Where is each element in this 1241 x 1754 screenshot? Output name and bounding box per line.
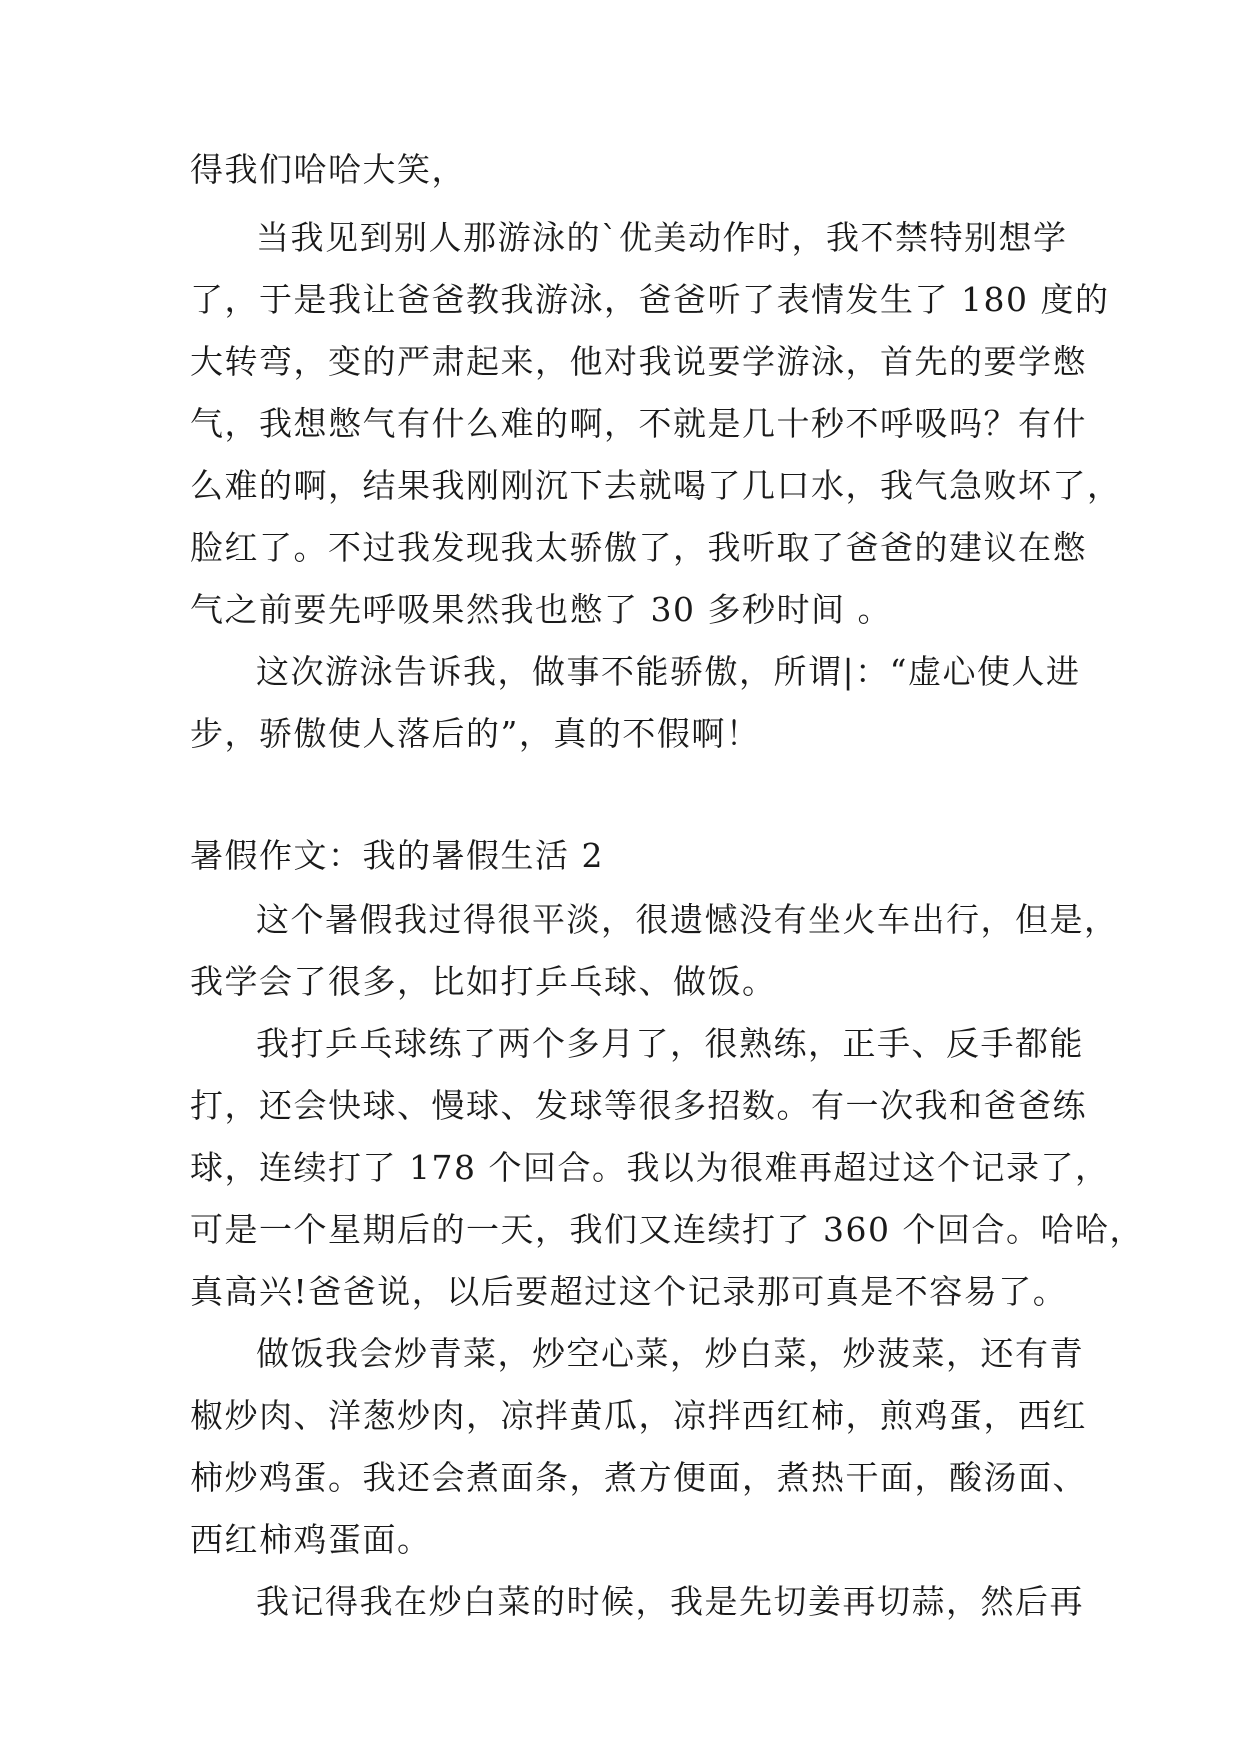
paragraph-line: 柿炒鸡蛋。我还会煮面条，煮方便面，煮热干面，酸汤面、 [190, 1458, 1087, 1497]
paragraph-line: 椒炒肉、洋葱炒肉，凉拌黄瓜，凉拌西红柿，煎鸡蛋，西红 [190, 1396, 1087, 1435]
paragraph-line: 气之前要先呼吸果然我也憋了 30 多秒时间 。 [190, 590, 892, 629]
paragraph-line: 做饭我会炒青菜，炒空心菜，炒白菜，炒菠菜，还有青 [256, 1334, 1084, 1373]
paragraph-line: 脸红了。不过我发现我太骄傲了，我听取了爸爸的建议在憋 [190, 528, 1087, 567]
paragraph-line: 气，我想憋气有什么难的啊，不就是几十秒不呼吸吗？有什 [190, 404, 1087, 443]
paragraph-line: 我打乒乓球练了两个多月了，很熟练，正手、反手都能 [256, 1024, 1084, 1063]
section-heading: 暑假作文：我的暑假生活 2 [190, 836, 604, 875]
paragraph-line: 大转弯，变的严肃起来，他对我说要学游泳，首先的要学憋 [190, 342, 1087, 381]
paragraph-line: 这个暑假我过得很平淡，很遗憾没有坐火车出行，但是， [256, 900, 1119, 939]
paragraph-line: 真高兴!爸爸说，以后要超过这个记录那可真是不容易了。 [190, 1272, 1068, 1311]
paragraph-line: 可是一个星期后的一天，我们又连续打了 360 个回合。哈哈， [190, 1210, 1144, 1249]
paragraph-line: 当我见到别人那游泳的`优美动作时，我不禁特别想学 [256, 218, 1068, 257]
paragraph-line: 这次游泳告诉我，做事不能骄傲，所谓|：“虚心使人进 [256, 652, 1081, 691]
paragraph-line: 么难的啊，结果我刚刚沉下去就喝了几口水，我气急败坏了， [190, 466, 1122, 505]
paragraph-line: 球，连续打了 178 个回合。我以为很难再超过这个记录了， [190, 1148, 1110, 1187]
paragraph-line: 了，于是我让爸爸教我游泳，爸爸听了表情发生了 180 度的 [190, 280, 1110, 319]
paragraph-line: 得我们哈哈大笑， [190, 150, 466, 189]
paragraph-line: 我学会了很多，比如打乒乓球、做饭。 [190, 962, 777, 1001]
paragraph-line: 步，骄傲使人落后的”，真的不假啊！ [190, 714, 761, 753]
paragraph-line: 西红柿鸡蛋面。 [190, 1520, 432, 1559]
paragraph-line: 打，还会快球、慢球、发球等很多招数。有一次我和爸爸练 [190, 1086, 1087, 1125]
paragraph-line: 我记得我在炒白菜的时候，我是先切姜再切蒜，然后再 [256, 1582, 1084, 1621]
